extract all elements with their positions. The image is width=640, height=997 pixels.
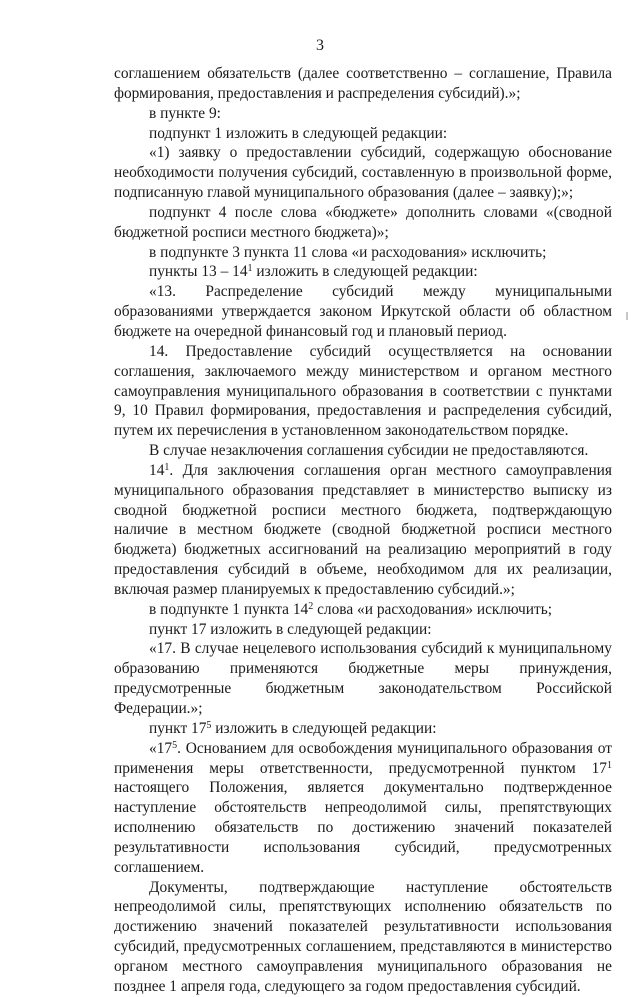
superscript: 5 bbox=[206, 719, 212, 731]
paragraph-text: в подпункте 3 пункта 11 слова «и расходования» исключить; bbox=[149, 243, 547, 261]
paragraph-text: Документы, подтверждающие наступление обстоятельств непреодолимой силы, препятствующих исполнению обязательств по достижению значений показателей результативности использования субсидий, предусмотренных соглашением, представляются в министерство органом местного самоуправления муниципального образования не позднее 1 апреля года, следующего за годом предоставления субсидий. bbox=[114, 878, 612, 995]
paragraph-p16 bbox=[114, 739, 612, 878]
paragraph-text: «17. В случае нецелевого использования субсидий к муниципальному образованию применяются бюджетные меры принуждения, предусмотренные бюджетным законодательством Российской Федерации.»; bbox=[114, 640, 612, 717]
paragraph-p3 bbox=[114, 124, 612, 144]
paragraph-p5 bbox=[114, 203, 612, 243]
paragraph-p1 bbox=[114, 64, 612, 104]
paragraph-text: пункты 13 – 14 bbox=[149, 263, 248, 281]
paragraph-text: В случае незаключения соглашения субсидии не предоставляются. bbox=[149, 442, 589, 460]
paragraph-text: подпункт 4 после слова «бюджете» дополнить словами «(сводной бюджетной росписи местного бюджета)»; bbox=[114, 203, 612, 241]
margin-mark bbox=[626, 312, 628, 320]
page-number: 3 bbox=[316, 37, 324, 54]
paragraph-text: 14 bbox=[149, 461, 165, 479]
paragraph-text: . Основанием для освобождения муниципального образования от применения меры ответственности, предусмотренной пунктом 17 bbox=[114, 739, 612, 777]
paragraph-p6 bbox=[114, 243, 612, 263]
paragraph-p7 bbox=[114, 262, 612, 282]
paragraph-p8 bbox=[114, 282, 612, 342]
superscript: 1 bbox=[247, 263, 253, 275]
paragraph-text: . Для заключения соглашения орган местного самоуправления муниципального образования представляет в министерство выписку из сводной бюджетной росписи местного бюджета, подтверждающую наличие в местном бюджете (сводной бюджетной росписи местного бюджета) бюджетных ассигнований на реализацию мероприятий в году предоставления субсидий в объеме, необходимом для их реализации, включая размер планируемых к предоставлению субсидий.»; bbox=[114, 461, 612, 598]
paragraph-text: пункт 17 bbox=[149, 719, 207, 737]
paragraph-p9 bbox=[114, 342, 612, 441]
paragraph-text: «17 bbox=[149, 739, 173, 757]
superscript: 1 bbox=[164, 461, 170, 473]
paragraph-text: в пункте 9: bbox=[149, 104, 221, 122]
paragraph-text: подпункт 1 изложить в следующей редакции: bbox=[149, 124, 448, 142]
paragraph-text: соглашением обязательств (далее соответственно – соглашение, Правила формирования, предоставления и распределения субсидий).»; bbox=[114, 65, 612, 102]
paragraph-text: «1) заявку о предоставлении субсидий, содержащую обоснование необходимости получения субсидий, составленную в произвольной форме, подписанную главой муниципального образования (далее – заявку);»; bbox=[114, 144, 612, 202]
paragraph-p13 bbox=[114, 620, 612, 640]
paragraph-text: в подпункте 1 пункта 14 bbox=[149, 600, 309, 618]
paragraph-p4 bbox=[114, 143, 612, 203]
superscript: 1 bbox=[607, 759, 612, 771]
paragraph-text: настоящего Положения, является документально подтвержденное наступление обстоятельств непреодолимой силы, препятствующих исполнению обязательств по достижению значений показателей результативности использования субсидий, предусмотренных соглашением. bbox=[114, 779, 612, 876]
paragraph-p14 bbox=[114, 639, 612, 718]
paragraph-p11 bbox=[114, 461, 612, 600]
paragraph-text: 14. Предоставление субсидий осуществляется на основании соглашения, заключаемого между министерством и органом местного самоуправления муниципального образования в соответствии с пунктами 9, 10 Правил формирования, предоставления и распределения субсидий, путем их перечисления в установленном законодательством порядке. bbox=[114, 342, 612, 440]
paragraph-text: изложить в следующей редакции: bbox=[211, 719, 437, 737]
superscript: 5 bbox=[172, 739, 178, 751]
paragraph-p10 bbox=[114, 441, 612, 461]
paragraph-text: слова «и расходования» исключить; bbox=[313, 600, 552, 618]
paragraph-text: «13. Распределение субсидий между муниципальными образованиями утверждается законом Иркутской области об областном бюджете на очередной финансовый год и плановый период. bbox=[114, 283, 612, 340]
superscript: 2 bbox=[308, 600, 314, 612]
document-body bbox=[114, 64, 612, 997]
paragraph-p15 bbox=[114, 719, 612, 739]
paragraph-p2 bbox=[114, 104, 612, 124]
paragraph-p17 bbox=[114, 878, 612, 997]
paragraph-text: изложить в следующей редакции: bbox=[252, 263, 478, 281]
paragraph-p12 bbox=[114, 600, 612, 620]
paragraph-text: пункт 17 изложить в следующей редакции: bbox=[149, 620, 432, 638]
